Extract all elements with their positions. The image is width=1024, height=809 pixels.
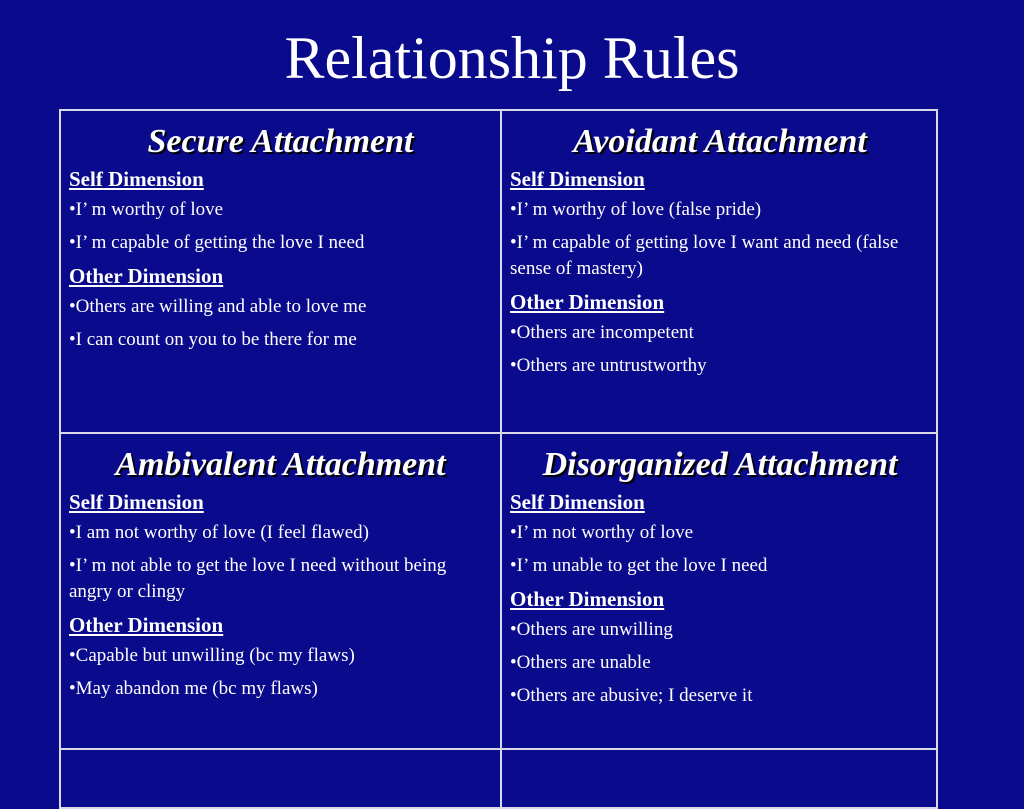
list-item: •I’ m capable of getting the love I need xyxy=(69,232,365,253)
list-item: •Others are unwilling xyxy=(510,619,673,640)
cell-heading: Secure Attachment xyxy=(147,123,414,160)
list-item: •I’ m unable to get the love I need xyxy=(510,555,768,576)
list-item: •I’ m not worthy of love xyxy=(510,522,694,543)
row-divider xyxy=(61,748,936,750)
cell-heading: Avoidant Attachment xyxy=(573,123,867,160)
list-item: •Others are abusive; I deserve it xyxy=(510,685,753,706)
list-item: •Others are incompetent xyxy=(510,322,694,343)
list-item: •I’ m worthy of love (false pride) xyxy=(510,199,762,220)
list-item: •May abandon me (bc my flaws) xyxy=(69,678,318,699)
other-dimension-label: Other Dimension xyxy=(510,587,665,611)
list-item: •Capable but unwilling (bc my flaws) xyxy=(69,645,355,666)
other-dimension-label: Other Dimension xyxy=(69,613,224,637)
other-dimension-label: Other Dimension xyxy=(510,290,665,314)
self-dimension-label: Self Dimension xyxy=(69,490,204,514)
list-item: •Others are untrustworthy xyxy=(510,355,707,376)
cell-disorganized-attachment xyxy=(502,446,938,716)
cell-secure-attachment xyxy=(61,123,500,360)
row-divider xyxy=(61,432,936,434)
list-item: •I’ m not able to get the love I need without being angry or clingy xyxy=(69,555,447,602)
other-dimension-label: Other Dimension xyxy=(69,264,224,288)
list-item: •Others are willing and able to love me xyxy=(69,296,367,317)
self-dimension-label: Self Dimension xyxy=(510,167,645,191)
list-item: •I’ m worthy of love xyxy=(69,199,224,220)
self-dimension-label: Self Dimension xyxy=(510,490,645,514)
cell-heading: Ambivalent Attachment xyxy=(115,446,446,483)
list-item: •I can count on you to be there for me xyxy=(69,329,357,350)
list-item: •I’ m capable of getting love I want and need (false sense of mastery) xyxy=(510,232,899,279)
attachment-table xyxy=(59,109,938,809)
cell-ambivalent-attachment xyxy=(61,446,500,709)
cell-avoidant-attachment xyxy=(502,123,938,386)
self-dimension-label: Self Dimension xyxy=(69,167,204,191)
slide-title: Relationship Rules xyxy=(284,25,740,91)
list-item: •Others are unable xyxy=(510,652,651,673)
list-item: •I am not worthy of love (I feel flawed) xyxy=(69,522,369,543)
cell-heading: Disorganized Attachment xyxy=(542,446,898,483)
